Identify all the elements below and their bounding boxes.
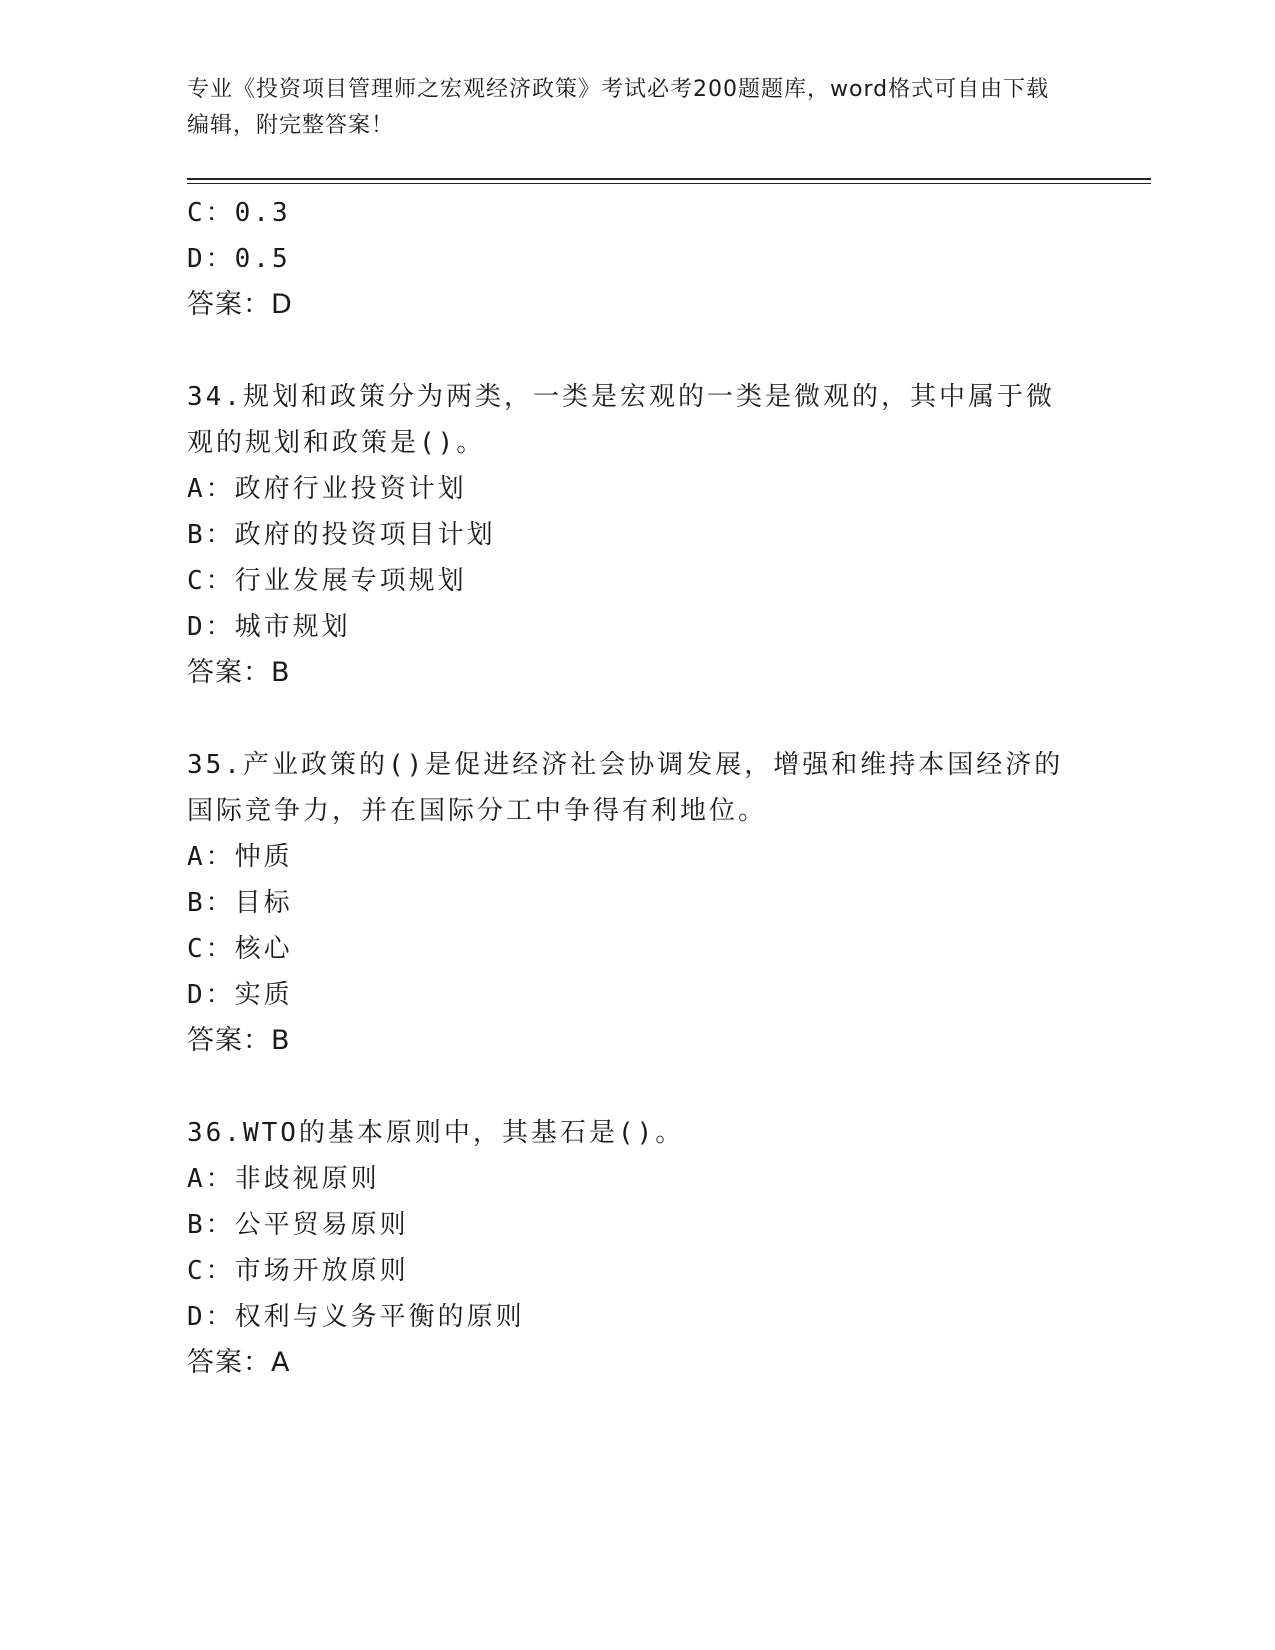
answer-line: 答案：B (187, 657, 291, 688)
option-b: B：目标 (187, 888, 293, 918)
question-35 (187, 742, 1067, 1064)
option-c: C：核心 (187, 934, 293, 964)
header-rule-thick (187, 178, 1151, 180)
option-a: A：非歧视原则 (187, 1164, 380, 1194)
question-stem: 34.规划和政策分为两类，一类是宏观的一类是微观的，其中属于微观的规划和政策是()。 (187, 382, 1055, 458)
spacer (187, 696, 1067, 742)
header-rule-thin (187, 183, 1151, 184)
option-a: A：政府行业投资计划 (187, 474, 467, 504)
option-c: C：0.3 (187, 198, 291, 228)
prev-question-block (187, 190, 1067, 328)
spacer (187, 1064, 1067, 1110)
option-d: D：实质 (187, 980, 293, 1010)
question-list (187, 190, 1067, 1386)
option-c: C：市场开放原则 (187, 1256, 409, 1286)
spacer (187, 328, 1067, 374)
question-stem: 35.产业政策的()是促进经济社会协调发展，增强和维持本国经济的国际竞争力，并在国际分工中争得有利地位。 (187, 750, 1064, 826)
answer-line: 答案：B (187, 1025, 291, 1056)
option-d: D：城市规划 (187, 612, 351, 642)
answer-line: 答案：A (187, 1347, 291, 1378)
question-36 (187, 1110, 1067, 1386)
page-header-title: 专业《投资项目管理师之宏观经济政策》考试必考200题题库，word格式可自由下载编辑，附完整答案！ (187, 77, 1050, 138)
option-b: B：公平贸易原则 (187, 1210, 409, 1240)
option-a: A：忡质 (187, 842, 293, 872)
option-b: B：政府的投资项目计划 (187, 520, 496, 550)
question-stem: 36.WTO的基本原则中，其基石是()。 (187, 1118, 685, 1148)
question-34 (187, 374, 1067, 696)
answer-line: 答案：D (187, 289, 293, 320)
option-c: C：行业发展专项规划 (187, 566, 467, 596)
option-d: D：权利与义务平衡的原则 (187, 1302, 525, 1332)
option-d: D：0.5 (187, 244, 291, 274)
